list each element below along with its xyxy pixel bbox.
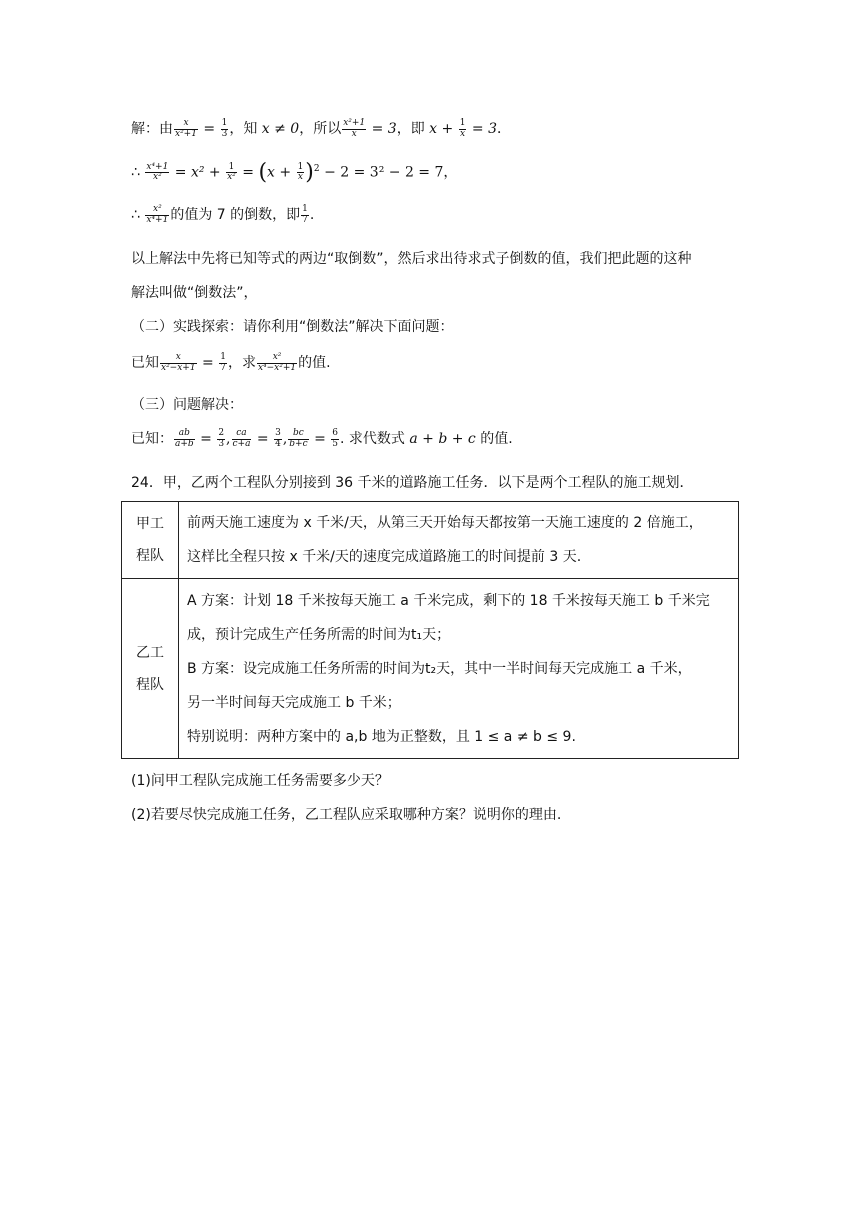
question-1: (1)问甲工程队完成施工任务需要多少天？ (131, 773, 389, 789)
table-row (122, 502, 739, 579)
solution-line-3: ∴ $\frac{\text{x²}}{\text{x⁴+1}}$ 的值为 7 的倒数，即 $\frac{1}{7}$ . (131, 204, 315, 225)
table-row (122, 579, 739, 759)
question-2: (2)若要尽快完成施工任务，乙工程队应采取哪种方案？说明你的理由. (131, 807, 562, 823)
fraction: $\frac{\text{x²+1}}{x}$ (343, 118, 366, 139)
fraction: $\frac{ab}{a+b}$ (175, 428, 194, 449)
solution-line-1: 解：由 $\frac{x}{\text{x²+1}}$ = $\frac{1}{3}$ ，知 x ≠ 0，所以 $\frac{\text{x²+1}}{x}$ = 3，即 x + $\frac{1}{x}$ = 3． (131, 118, 511, 139)
fraction: $\frac{\text{x²}}{\text{x⁴+1}}$ (146, 204, 169, 225)
plan-a-line: 成，预计完成生产任务所需的时间为t₁天； (187, 626, 451, 643)
paragraph: 解法叫做“倒数法”， (131, 285, 258, 301)
fraction: $\frac{x}{\text{x²−x+1}}$ (161, 352, 196, 373)
text: 解：由 (131, 121, 173, 137)
solution-line-2: ∴ $\frac{\text{x⁴+1}}{\text{x²}}$ = x² + $\frac{1}{\text{x²}}$ = (x + $\frac{1}{x}$ )$^2$ − 2 = 3² − 2 = 7， (131, 160, 458, 185)
section-heading: （二）实践探索：请你利用“倒数法”解决下面问题： (131, 319, 454, 335)
condition: x ≠ 0 (261, 121, 300, 137)
section-heading: （三）问题解决： (131, 397, 243, 413)
fraction: $\frac{1}{7}$ (220, 352, 226, 373)
fraction: $\frac{ca}{c+a}$ (232, 428, 251, 449)
fraction: $\frac{1}{\text{x²}}$ (227, 161, 236, 182)
fraction: $\frac{\text{x²}}{\text{x⁴−x²+1}}$ (257, 352, 297, 373)
fraction: $\frac{1}{x}$ (297, 161, 304, 182)
paragraph: 以上解法中先将已知等式的两边“取倒数”，然后求出待求式子倒数的值，我们把此题的这种 (131, 251, 692, 267)
part3-problem: 已知： $\frac{ab}{a+b}$ = $\frac{2}{3}$ , $\frac{ca}{c+a}$ = $\frac{3}{4}$ , $\frac{bc}{b+c}$ = $\frac{6}{5}$ . 求代数式 a + b + c 的值. (131, 428, 513, 449)
construction-plan-table (121, 501, 739, 759)
plan-b-line: 另一半时间每天完成施工 b 千米； (187, 694, 401, 711)
team-a-plan: 前两天施工速度为 x 千米/天，从第三天开始每天都按第一天施工速度的 2 倍施工， 这样比全程只按 x 千米/天的速度完成道路施工的时间提前 3 天. (179, 502, 739, 579)
fraction: $\frac{bc}{b+c}$ (289, 428, 308, 449)
fraction: $\frac{1}{x}$ (459, 118, 466, 139)
fraction: $\frac{x}{\text{x²+1}}$ (175, 118, 197, 139)
special-note: 特别说明：两种方案中的 a,b 地为正整数，且 1 ≤ a ≠ b ≤ 9. (187, 728, 576, 745)
fraction: $\frac{1}{3}$ (221, 118, 228, 139)
fraction: $\frac{2}{3}$ (218, 428, 225, 449)
fraction: $\frac{\text{x⁴+1}}{\text{x²}}$ (146, 161, 169, 182)
plan-a-line: A 方案：计划 18 千米按每天施工 a 千米完成，剩下的 18 千米按每天施工 b 千米完 (187, 592, 710, 609)
part2-problem: 已知 $\frac{x}{\text{x²−x+1}}$ = $\frac{1}{7}$ ，求 $\frac{\text{x²}}{\text{x⁴−x²+1}}$ 的值. (131, 352, 331, 373)
team-b-plans (179, 579, 739, 759)
fraction: $\frac{6}{5}$ (332, 428, 338, 449)
question-24-intro: 24．甲，乙两个工程队分别接到 36 千米的道路施工任务．以下是两个工程队的施工规划． (131, 475, 694, 491)
fraction: $\frac{3}{4}$ (275, 428, 281, 449)
fraction: $\frac{1}{7}$ (302, 204, 308, 225)
plan-b-line: B 方案：设完成施工任务所需的时间为t₂天，其中一半时间每天完成施工 a 千米， (187, 660, 692, 677)
team-a-label: 甲工 程队 (122, 502, 179, 579)
team-b-label: 乙工 程队 (122, 579, 179, 759)
